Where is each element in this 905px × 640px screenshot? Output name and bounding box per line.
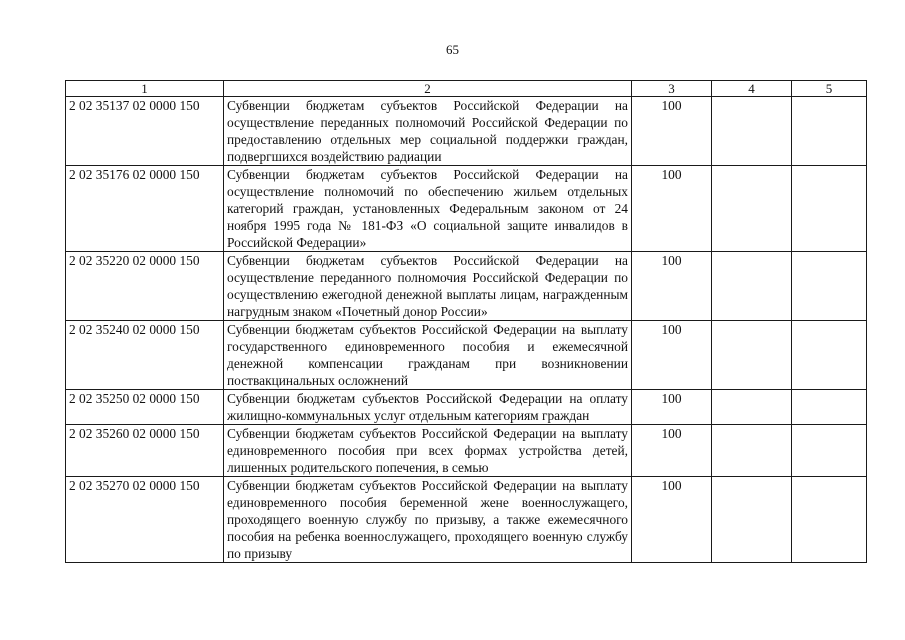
row-value-col5 [792, 390, 867, 425]
row-code: 2 02 35176 02 0000 150 [66, 166, 224, 252]
table-header-row [66, 81, 867, 97]
row-description: Субвенции бюджетам субъектов Российской Федерации на осуществление переданного полномочия Российской Федерации по осуществлению ежегодной денежной выплаты лицам, награжденным нагрудным знаком «Почетный донор России» [224, 252, 632, 321]
row-value-col4 [712, 425, 792, 477]
row-code: 2 02 35270 02 0000 150 [66, 477, 224, 563]
table-row [66, 425, 867, 477]
row-description: Субвенции бюджетам субъектов Российской Федерации на выплату единовременного пособия беременной жене военнослужащего, проходящего военную службу по призыву, а также ежемесячного пособия на ребенка военнослужащего, проходящего военную службу по призыву [224, 477, 632, 563]
row-value-col5 [792, 97, 867, 166]
row-value-col5 [792, 252, 867, 321]
row-description: Субвенции бюджетам субъектов Российской Федерации на выплату единовременного пособия при всех формах устройства детей, лишенных родительского попечения, в семью [224, 425, 632, 477]
row-value-col3: 100 [632, 390, 712, 425]
row-value-col5 [792, 477, 867, 563]
row-code: 2 02 35220 02 0000 150 [66, 252, 224, 321]
row-description: Субвенции бюджетам субъектов Российской Федерации на выплату государственного единовременного пособия и ежемесячной денежной компенсации гражданам при возникновении поствакцинальных осложнений [224, 321, 632, 390]
row-value-col4 [712, 97, 792, 166]
page-number: 65 [446, 42, 459, 57]
column-header-3: 3 [632, 81, 712, 97]
budget-table [65, 80, 867, 563]
row-value-col3: 100 [632, 477, 712, 563]
row-description: Субвенции бюджетам субъектов Российской Федерации на осуществление переданных полномочий Российской Федерации по предоставлению отдельных мер социальной поддержки граждан, подвергшихся воздействию радиации [224, 97, 632, 166]
row-description: Субвенции бюджетам субъектов Российской Федерации на осуществление полномочий по обеспечению жильем отдельных категорий граждан, установленных Федеральным законом от 24 ноября 1995 года № 181-ФЗ «О социальной защите инвалидов в Российской Федерации» [224, 166, 632, 252]
table-row [66, 390, 867, 425]
table-row [66, 97, 867, 166]
row-value-col3: 100 [632, 321, 712, 390]
row-code: 2 02 35137 02 0000 150 [66, 97, 224, 166]
table-row [66, 477, 867, 563]
column-header-1: 1 [66, 81, 224, 97]
row-value-col4 [712, 390, 792, 425]
row-value-col4 [712, 477, 792, 563]
row-value-col4 [712, 166, 792, 252]
row-value-col4 [712, 252, 792, 321]
row-code: 2 02 35250 02 0000 150 [66, 390, 224, 425]
row-value-col5 [792, 166, 867, 252]
row-code: 2 02 35240 02 0000 150 [66, 321, 224, 390]
row-value-col3: 100 [632, 97, 712, 166]
row-value-col4 [712, 321, 792, 390]
row-description: Субвенции бюджетам субъектов Российской Федерации на оплату жилищно-коммунальных услуг отдельным категориям граждан [224, 390, 632, 425]
row-value-col3: 100 [632, 425, 712, 477]
row-value-col3: 100 [632, 166, 712, 252]
column-header-5: 5 [792, 81, 867, 97]
row-value-col5 [792, 321, 867, 390]
row-code: 2 02 35260 02 0000 150 [66, 425, 224, 477]
table-row [66, 166, 867, 252]
row-value-col5 [792, 425, 867, 477]
table-row [66, 252, 867, 321]
table-row [66, 321, 867, 390]
column-header-2: 2 [224, 81, 632, 97]
row-value-col3: 100 [632, 252, 712, 321]
column-header-4: 4 [712, 81, 792, 97]
